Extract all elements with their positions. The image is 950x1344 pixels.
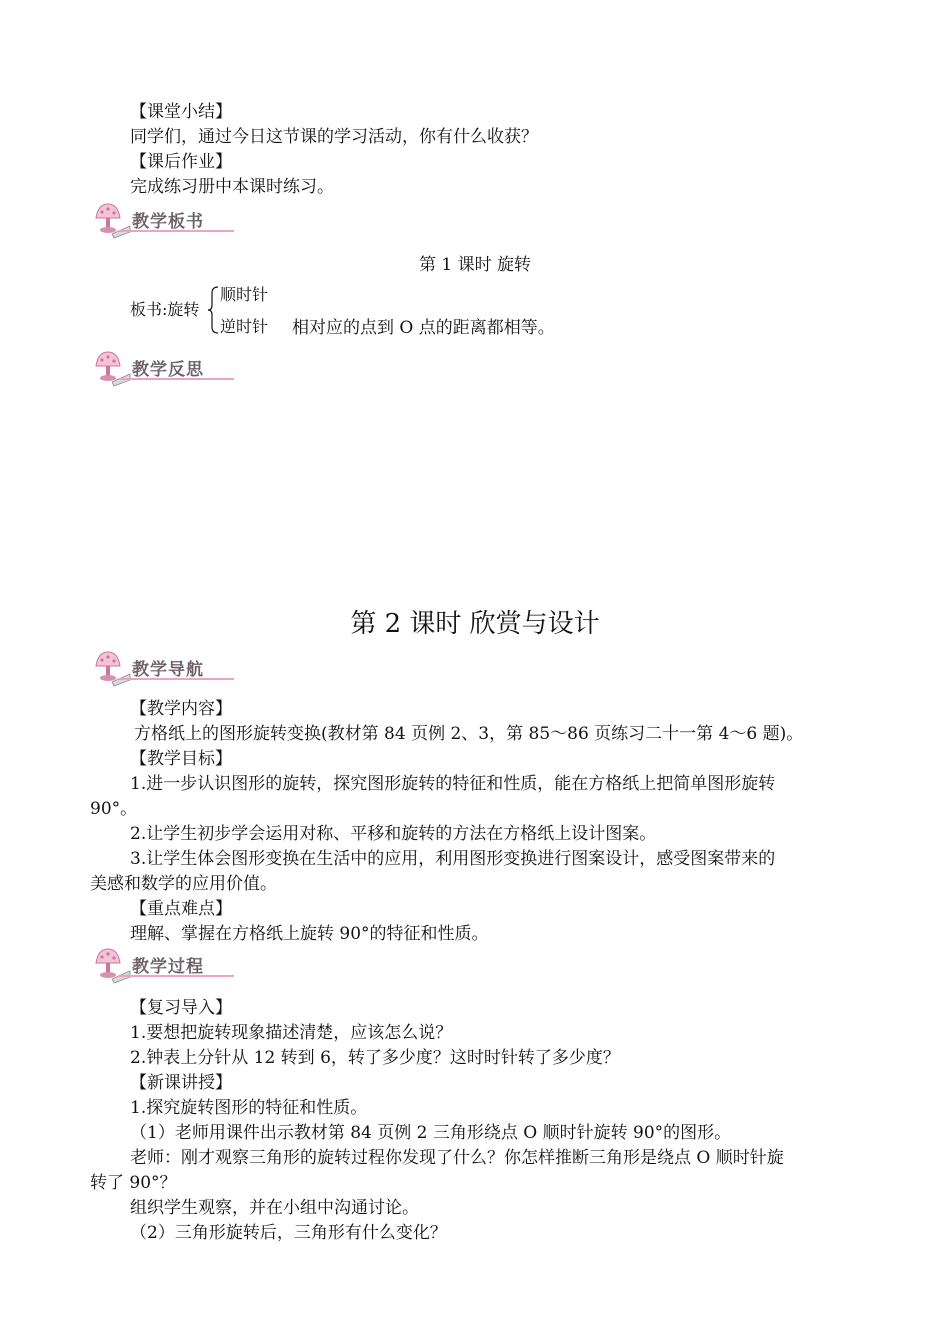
- lamp-icon: [88, 348, 132, 388]
- goal-heading: 【教学目标】: [130, 749, 232, 769]
- new-heading: 【新课讲授】: [130, 1073, 232, 1093]
- content-heading: 【教学内容】: [130, 699, 232, 719]
- lamp-icon: [88, 648, 132, 688]
- nav-banner-label: 教学导航: [132, 660, 204, 680]
- content-text: 方格纸上的图形旋转变换(教材第 84 页例 2、3，第 85～86 页练习二十一第 4～6 题)。: [134, 724, 804, 744]
- reflect-banner: [88, 348, 238, 390]
- board-note: 相对应的点到 O 点的距离都相等。: [292, 318, 555, 338]
- board-ccw: 逆时针: [220, 317, 269, 336]
- lamp-icon: [88, 200, 132, 240]
- board-prefix: 板书:旋转: [130, 300, 200, 319]
- new-1-2a: 老师：刚才观察三角形的旋转过程你发现了什么？你怎样推断三角形是绕点 O 顺时针旋: [130, 1148, 784, 1168]
- key-heading: 【重点难点】: [130, 899, 232, 919]
- nav-banner: [88, 648, 238, 690]
- process-banner-label: 教学过程: [132, 957, 204, 977]
- review-2: 2.钟表上分针从 12 转到 6，转了多少度？这时时针转了多少度？: [130, 1048, 620, 1068]
- reflect-banner-label: 教学反思: [132, 360, 204, 380]
- homework-heading: 【课后作业】: [130, 152, 232, 172]
- lesson2-title: 第 2 课时 欣赏与设计: [350, 609, 600, 639]
- lamp-icon: [88, 945, 132, 985]
- summary-heading: 【课堂小结】: [130, 102, 232, 122]
- review-1: 1.要想把旋转现象描述清楚，应该怎么说？: [130, 1023, 453, 1043]
- new-1-4: （2）三角形旋转后，三角形有什么变化？: [130, 1223, 447, 1243]
- process-banner: [88, 945, 238, 987]
- summary-text: 同学们，通过今日这节课的学习活动，你有什么收获？: [130, 127, 538, 147]
- new-1-3: 组织学生观察，并在小组中沟通讨论。: [130, 1198, 419, 1218]
- homework-text: 完成练习册中本课时练习。: [130, 177, 334, 197]
- board-cw: 顺时针: [220, 285, 269, 304]
- goal-1b: 90°。: [90, 799, 138, 819]
- goal-3a: 3.让学生体会图形变换在生活中的应用，利用图形变换进行图案设计，感受图案带来的: [130, 849, 776, 869]
- new-1-1: （1）老师用课件出示教材第 84 页例 2 三角形绕点 O 顺时针旋转 90°的图形。: [130, 1123, 732, 1143]
- key-text: 理解、掌握在方格纸上旋转 90°的特征和性质。: [130, 924, 489, 944]
- review-heading: 【复习导入】: [130, 998, 232, 1018]
- goal-2: 2.让学生初步学会运用对称、平移和旋转的方法在方格纸上设计图案。: [130, 824, 657, 844]
- board-banner-label: 教学板书: [132, 212, 204, 232]
- goal-3b: 美感和数学的应用价值。: [90, 874, 277, 894]
- new-1-2b: 转了 90°？: [90, 1173, 177, 1193]
- board-banner: [88, 200, 238, 242]
- brace-icon: [208, 285, 220, 335]
- goal-1a: 1.进一步认识图形的旋转，探究图形旋转的特征和性质，能在方格纸上把简单图形旋转: [130, 774, 776, 794]
- new-1: 1.探究旋转图形的特征和性质。: [130, 1098, 368, 1118]
- board-title: 第 1 课时 旋转: [418, 255, 532, 275]
